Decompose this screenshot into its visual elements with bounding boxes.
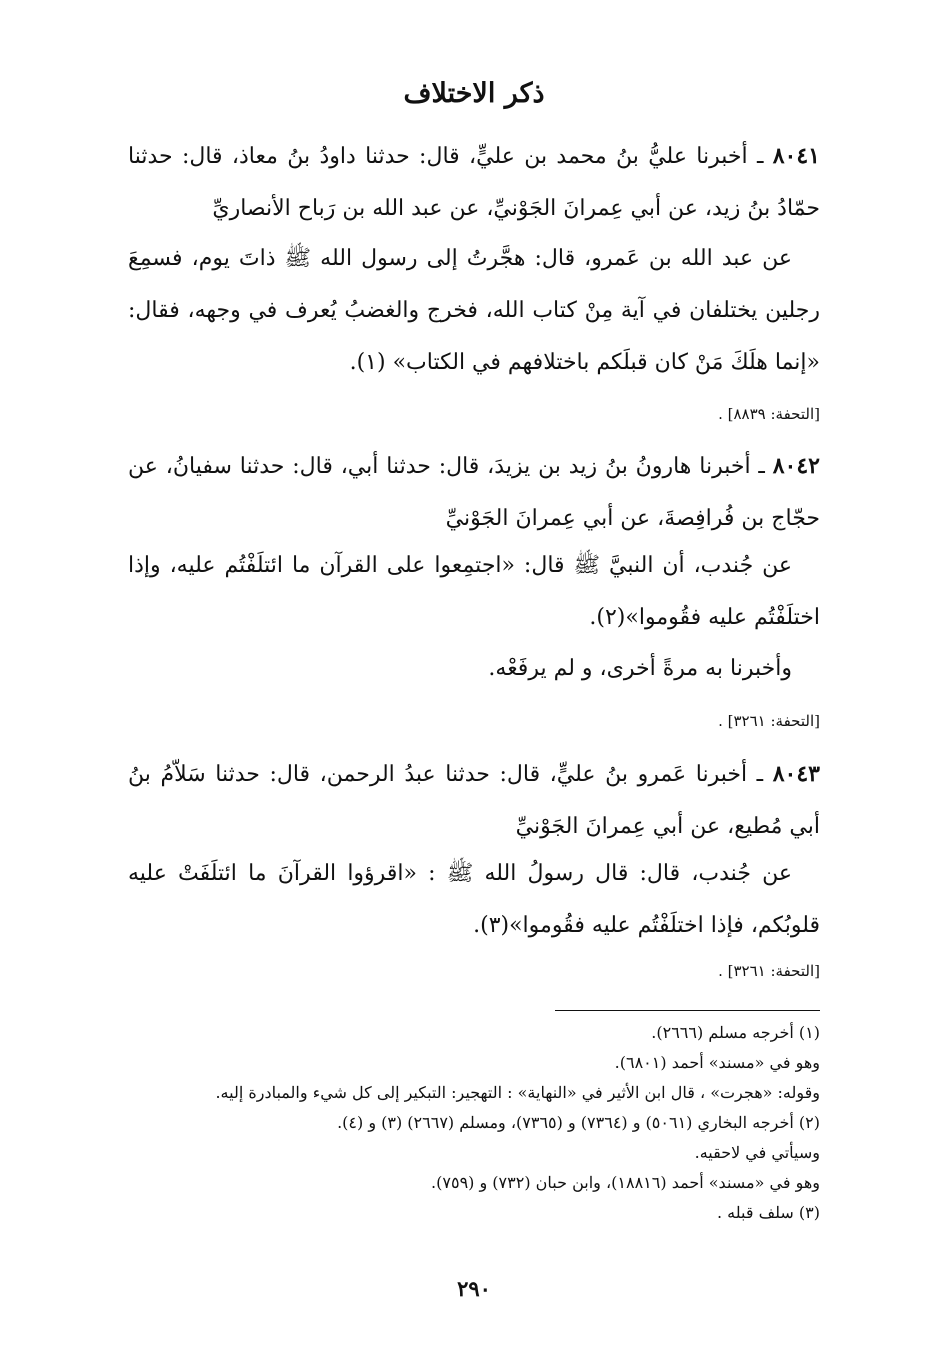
footnote-line: (١) أخرجه مسلم (٢٦٦٦). bbox=[651, 1023, 820, 1042]
footnote-line: وهو في «مسند» أحمد (١٨٨١٦)، وابن حبان (٧٣٢) و (٧٥٩). bbox=[431, 1173, 820, 1192]
hadith-8043-matn: عن جُندب، قال: قال رسولُ الله ﷺ : «اقرؤوا القرآنَ ما ائتلَفَتْ عليه قلوبُكم، فإذا اختلَفْتُم عليه فقُوموا»(٣). bbox=[128, 861, 820, 938]
footnote-line: وسيأتي في لاحقيه. bbox=[694, 1143, 820, 1162]
hadith-8042-number: ٨٠٤٢ bbox=[772, 453, 820, 479]
section-heading: ذكر الاختلاف bbox=[403, 78, 545, 109]
footnotes bbox=[128, 1018, 820, 1228]
hadith-8042-isnad-text: ـ أخبرنا هارونُ بنُ زيد بن يزيدَ، قال: حدثنا أبي، قال: حدثنا سفيانُ، عن حجّاج بن فُرافِصةَ، عن أبي عِمرانَ الجَوْنيِّ bbox=[128, 454, 820, 531]
hadith-8043-isnad bbox=[128, 748, 820, 853]
hadith-8042-extra: وأخبرنا به مرةً أخرى، و لم يرفَعْه. bbox=[488, 656, 792, 681]
hadith-8041-isnad-text: ـ أخبرنا عليُّ بنُ محمد بن عليٍّ، قال: حدثنا داودُ بنُ معاذ، قال: حدثنا حمّادُ بنُ زيد، عن أبي عِمرانَ الجَوْنيِّ، عن عبد الله بن رَباح الأنصاريِّ bbox=[128, 144, 820, 221]
hadith-8041-isnad bbox=[128, 130, 820, 235]
hadith-8043-isnad-text: ـ أخبرنا عَمرو بنُ عليٍّ، قال: حدثنا عبدُ الرحمن، قال: حدثنا سَلاّمُ بنُ أبي مُطيع، عن أبي عِمرانَ الجَوْنيِّ bbox=[128, 762, 820, 839]
hadith-8042-tuhfa: [التحفة: ٣٢٦١] . bbox=[718, 712, 820, 730]
page-number: ٢٩٠ bbox=[457, 1276, 491, 1301]
hadith-8043-tuhfa: [التحفة: ٣٢٦١] . bbox=[718, 962, 820, 980]
hadith-8041-number: ٨٠٤١ bbox=[772, 143, 820, 169]
footnote-divider bbox=[555, 1010, 820, 1011]
hadith-8043-number: ٨٠٤٣ bbox=[772, 761, 820, 787]
footnote-line: وقوله: «هجرت» ، قال ابن الأثير في «النهاية» : التهجير: التبكير إلى كل شيء والمبادرة إليه. bbox=[215, 1083, 820, 1102]
footnote-line: (٣) سلف قبله . bbox=[716, 1203, 820, 1222]
hadith-8042-isnad bbox=[128, 440, 820, 545]
footnote-line: (٢) أخرجه البخاري (٥٠٦١) و (٧٣٦٤) و (٧٣٦٥)، ومسلم (٢٦٦٧) (٣) و (٤). bbox=[337, 1113, 820, 1132]
hadith-8042-matn: عن جُندب، أن النبيَّ ﷺ قال: «اجتمِعوا على القرآن ما ائتلَفْتُم عليه، وإذا اختلَفْتُم عليه فقُوموا»(٢). bbox=[128, 553, 820, 630]
hadith-8041-tuhfa: [التحفة: ٨٨٣٩] . bbox=[718, 405, 820, 423]
hadith-8041-matn: عن عبد الله بن عَمرو، قال: هجَّرتُ إلى رسول الله ﷺ ذاتَ يوم، فسمِعَ رجلين يختلفان في آية مِنْ كتاب الله، فخرج والغضبُ يُعرف في وجهه، فقال: «إنما هلَكَ مَنْ كان قبلَكم باختلافهم في الكتاب» (١). bbox=[128, 246, 820, 375]
footnote-line: وهو في «مسند» أحمد (٦٨٠١). bbox=[614, 1053, 820, 1072]
